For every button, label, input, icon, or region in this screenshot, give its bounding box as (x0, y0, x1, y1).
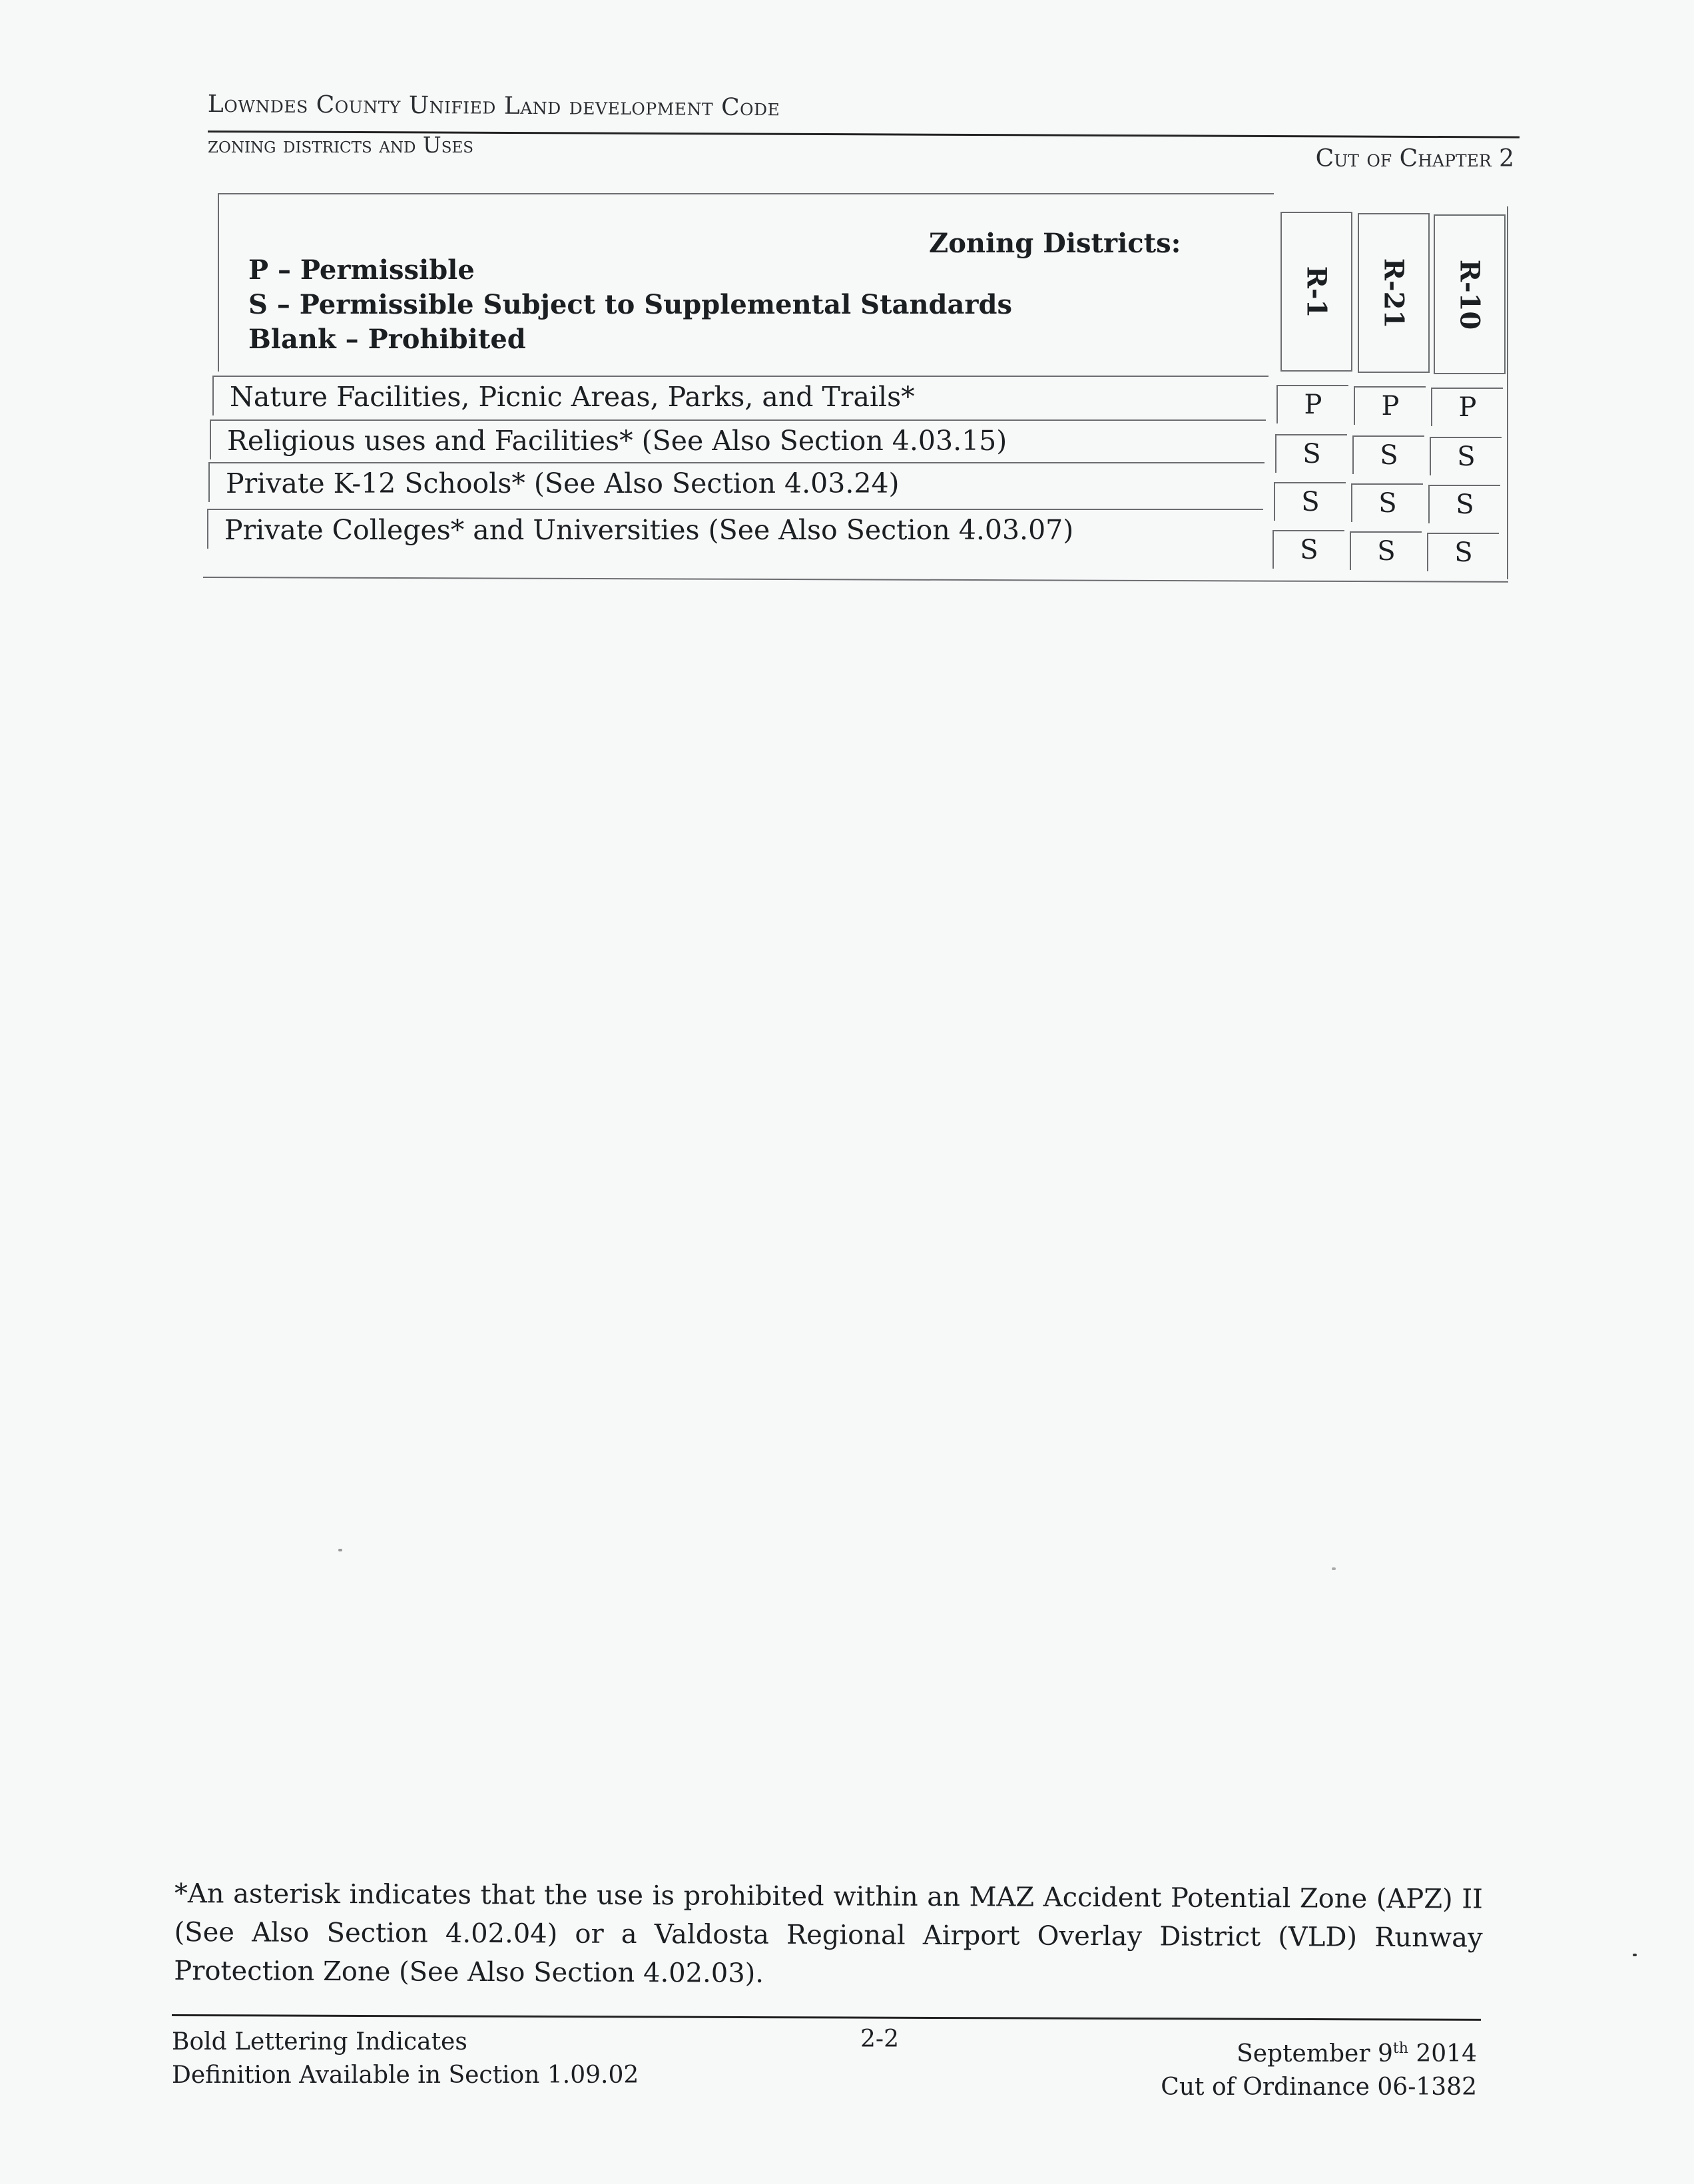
cell-r21: S (1351, 483, 1423, 522)
legend-permissible: P – Permissible (248, 254, 475, 286)
table-right-border (1507, 206, 1508, 579)
footer-ordinance: Cut of Ordinance 06-1382 (1161, 2073, 1477, 2101)
column-header-r21: R-21 (1358, 213, 1430, 373)
table-row (207, 509, 1263, 549)
asterisk-footnote: *An asterisk indicates that the use is prohibited within an MAZ Accident Potential Zone (APZ) II (See Also Section 4.02.04) or a Valdosta Regional Airport Overlay District (VLD) Runway Protection Zone (See Also Section 4.02.03). (174, 1878, 1483, 1989)
footer-note-line2: Definition Available in Section 1.09.02 (172, 2061, 639, 2089)
cell-r1: P (1276, 385, 1348, 423)
table-row (212, 376, 1269, 415)
section-subtitle: zoning districts and Uses (208, 132, 474, 158)
legend-supplemental: S – Permissible Subject to Supplemental Standards (248, 289, 1012, 320)
cell-r21: P (1354, 386, 1426, 425)
zoning-table (203, 193, 1508, 579)
table-bottom-border (203, 577, 1508, 583)
scan-speck (1332, 1567, 1336, 1570)
use-label: Private Colleges* and Universities (See Also Section 4.03.07) (224, 514, 1074, 546)
document-title: Lowndes County Unified Land development Code (207, 91, 780, 122)
footer-note-line1: Bold Lettering Indicates (172, 2028, 467, 2055)
cell-r10: P (1431, 388, 1503, 426)
table-row (208, 462, 1265, 502)
column-header-r10: R-10 (1434, 214, 1506, 374)
legend-prohibited: Blank – Prohibited (248, 324, 526, 355)
cell-r1: S (1272, 530, 1344, 569)
use-label: Religious uses and Facilities* (See Also Section 4.03.15) (227, 425, 1007, 457)
cell-r10: S (1430, 437, 1502, 475)
cell-r21: S (1350, 531, 1422, 570)
page-number: 2-2 (860, 2026, 899, 2053)
scan-speck (1633, 1954, 1637, 1956)
cell-r21: S (1352, 435, 1424, 474)
cell-r1: S (1274, 482, 1346, 521)
legend-cell (218, 193, 1274, 372)
column-header-r1: R-1 (1280, 212, 1352, 372)
footer-date: September 9th 2014 (1237, 2040, 1477, 2067)
use-label: Nature Facilities, Picnic Areas, Parks, and Trails* (230, 381, 915, 413)
cell-r10: S (1427, 533, 1499, 571)
cell-r10: S (1428, 485, 1500, 523)
use-label: Private K-12 Schools* (See Also Section 4.03.24) (226, 467, 900, 499)
zoning-districts-label: Zoning Districts: (929, 228, 1181, 259)
footer-rule (172, 2014, 1481, 2021)
cell-r1: S (1275, 434, 1347, 473)
footer-date-ordinance (1161, 2032, 1477, 2104)
table-row (210, 419, 1266, 459)
scan-speck (338, 1549, 342, 1551)
chapter-label: Cut of Chapter 2 (1315, 145, 1514, 172)
footer-definition-note (172, 2026, 639, 2092)
